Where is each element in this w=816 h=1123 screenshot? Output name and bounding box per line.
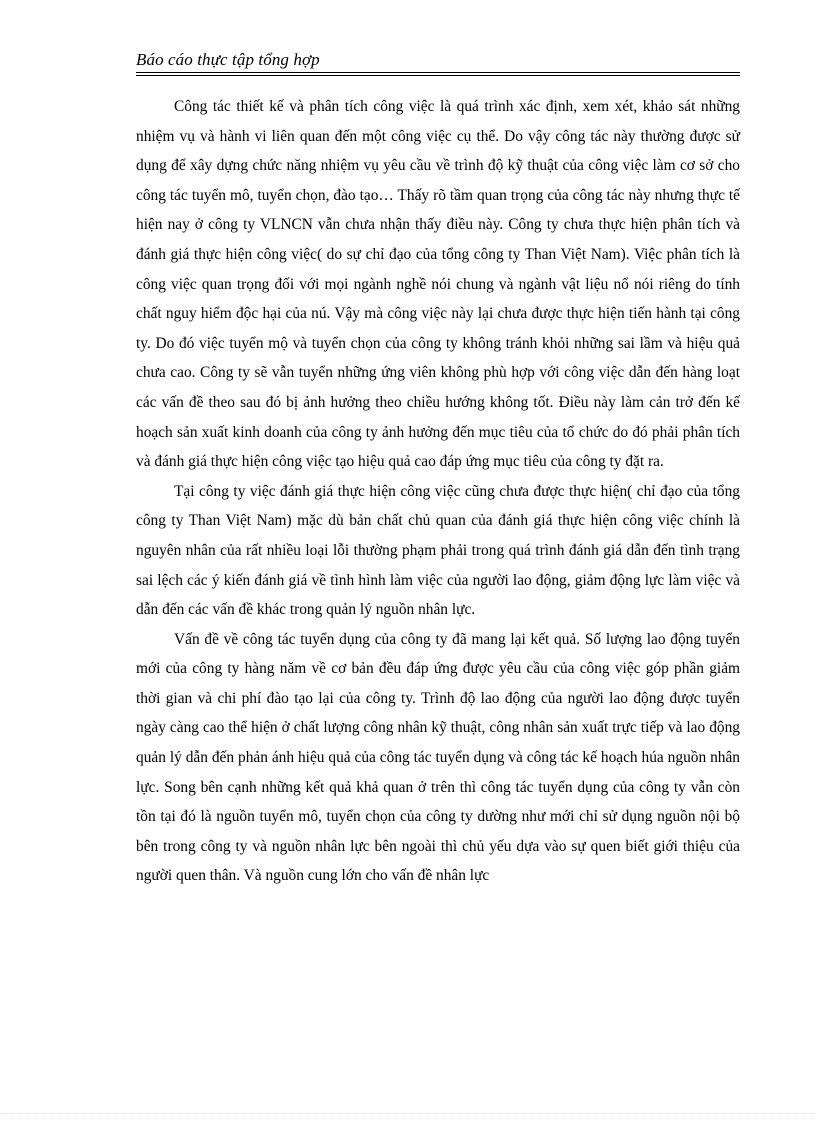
header-title: Báo cáo thực tập tổng hợp — [136, 50, 320, 69]
paragraph-recruitment: Vấn đề về công tác tuyển dụng của công ty đã mang lại kết quả. Số lượng lao động tuyển mới của công ty hàng năm về cơ bản đều đáp ứng được yêu cầu của công việc góp phần giảm thời gian và chi phí đào tạo lại của công ty. Trình độ lao động của người lao động được tuyển ngày càng cao thể hiện ở chất lượng công nhân kỹ thuật, công nhân sản xuất trực tiếp và lao động quản lý dẫn đến phản ánh hiệu quả của công tác tuyển dụng và công tác kế hoạch húa nguồn nhân lực. Song bên cạnh những kết quả khả quan ở trên thì công tác tuyển dụng của công ty vẫn còn tồn tại đó là nguồn tuyển mô, tuyển chọn của công ty dường như mới chỉ sử dụng nguồn nội bộ bên trong công ty và nguồn nhân lực bên ngoài thì chủ yếu dựa vào sự quen biết giới thiệu của người quen thân. Và nguồn cung lớn cho vấn đề nhân lực — [136, 630, 740, 885]
paragraph-performance-evaluation: Tại công ty việc đánh giá thực hiện công việc cũng chưa được thực hiện( chỉ đạo của tổng công ty Than Việt Nam) mặc dù bản chất chủ quan của đánh giá thực hiện công việc chính là nguyên nhân của rất nhiều loại lỗi thường phạm phải trong quá trình đánh giá dẫn đến tình trạng sai lệch các ý kiến đánh giá về tình hình làm việc của người lao động, giảm động lực làm việc và dẫn đến các vấn đề khác trong quản lý nguồn nhân lực. — [136, 482, 740, 619]
document-body — [136, 92, 740, 891]
header-double-rule — [136, 72, 740, 76]
page-header — [136, 50, 740, 76]
paragraph-job-analysis: Công tác thiết kế và phân tích công việc là quá trình xác định, xem xét, khảo sát những nhiệm vụ và hành vi liên quan đến một công việc cụ thể. Do vậy công tác này thường được sử dụng để xây dựng chức năng nhiệm vụ yêu cầu về trình độ kỹ thuật của công việc làm cơ sở cho công tác tuyển mô, tuyển chọn, đào tạo… Thấy rõ tầm quan trọng của công tác này nhưng thực tế hiện nay ở công ty VLNCN vẫn chưa nhận thấy điều này. Công ty chưa thực hiện phân tích và đánh giá thực hiện công việc( do sự chỉ đạo của tổng công ty Than Việt Nam). Việc phân tích là công việc quan trọng đối với mọi ngành nghề nói chung và ngành vật liệu nổ nói riêng do tính chất nguy hiểm độc hại của nú. Vậy mà công việc này lại chưa được thực hiện tiến hành tại công ty. Do đó việc tuyển mộ và tuyển chọn của công ty không tránh khỏi những sai lầm và hiệu quả chưa cao. Công ty sẽ vẫn tuyển những ứng viên không phù hợp với công việc dẫn đến hàng loạt các vấn đề theo sau đó bị ảnh hưởng theo chiều hướng không tốt. Điều này làm cản trở đến kế hoạch sản xuất kinh doanh của công ty ảnh hưởng đến mục tiêu của tổ chức do đó phải phân tích và đánh giá thực hiện công việc tạo hiệu quả cao đáp ứng mục tiêu của công ty đặt ra. — [136, 98, 740, 471]
page-bottom-divider — [0, 1113, 816, 1114]
